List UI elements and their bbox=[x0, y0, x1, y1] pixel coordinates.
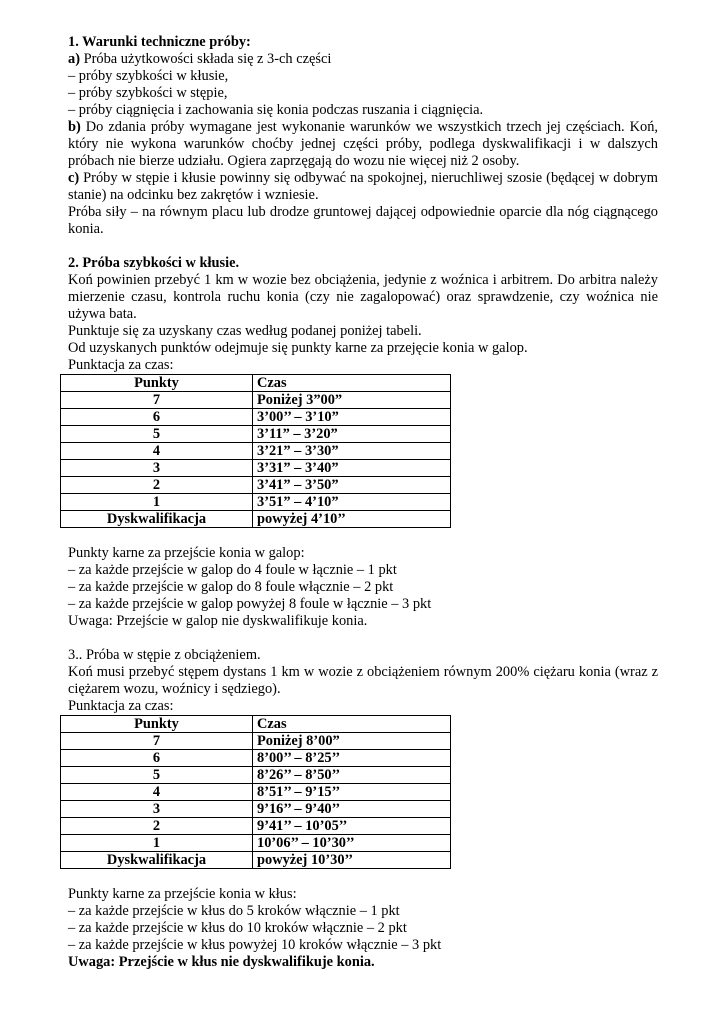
walk-score-table bbox=[60, 715, 451, 869]
note: Uwaga: Przejście w kłus nie dyskwalifikuje konia. bbox=[68, 954, 375, 970]
table-cell: 9’16’’ – 9’40’’ bbox=[253, 801, 451, 818]
section-1-title: 1. Warunki techniczne próby: bbox=[68, 34, 251, 50]
list-item: – za każde przejście w galop do 8 foule włącznie – 2 pkt bbox=[68, 579, 394, 595]
trot-score-table bbox=[60, 374, 451, 528]
table-row bbox=[61, 767, 451, 784]
paragraph-b-text: Do zdania próby wymagane jest wykonanie warunków we wszystkich trzech jej częściach. Koń, który nie wykona warunków choćby jednej części próby, podlega dyskwalifikacji i w dalszych próbach nie bierze udziału. Ogiera zaprzęgają do wozu nie więcej niż 2 osoby. bbox=[68, 119, 658, 169]
paragraph-a-text: Próba użytkowości składa się z 3-ch części bbox=[80, 51, 332, 67]
list-item: – próby ciągnięcia i zachowania się konia podczas ruszania i ciągnięcia. bbox=[68, 102, 484, 118]
table-cell: 3’41” – 3’50” bbox=[253, 477, 451, 494]
table-cell: Poniżej 3”00” bbox=[253, 392, 451, 409]
penalty-title: Punkty karne za przejście konia w kłus: bbox=[68, 886, 297, 902]
section-3-title: 3.. Próba w stępie z obciążeniem. bbox=[68, 647, 261, 663]
table-header-cell: Czas bbox=[253, 716, 451, 733]
table-cell: Dyskwalifikacja bbox=[61, 852, 253, 869]
table-cell: 5 bbox=[61, 767, 253, 784]
document-page bbox=[68, 34, 658, 971]
table-cell: 3’21” – 3’30” bbox=[253, 443, 451, 460]
table-cell: 3’11” – 3’20” bbox=[253, 426, 451, 443]
table-cell: 1 bbox=[61, 494, 253, 511]
table-row bbox=[61, 733, 451, 750]
table-cell: 2 bbox=[61, 477, 253, 494]
table-cell: 3 bbox=[61, 460, 253, 477]
note: Uwaga: Przejście w galop nie dyskwalifikuje konia. bbox=[68, 613, 368, 629]
penalty-title: Punkty karne za przejście konia w galop: bbox=[68, 545, 305, 561]
label-c: c) bbox=[68, 170, 80, 186]
table-cell: 6 bbox=[61, 409, 253, 426]
section-2-title: 2. Próba szybkości w kłusie. bbox=[68, 255, 240, 271]
table-cell: 8’51’’ – 9’15’’ bbox=[253, 784, 451, 801]
table-row bbox=[61, 477, 451, 494]
list-item: – za każde przejście w kłus do 10 kroków włącznie – 2 pkt bbox=[68, 920, 407, 936]
table-cell: 7 bbox=[61, 733, 253, 750]
table-row bbox=[61, 494, 451, 511]
table-cell: 3’51” – 4’10” bbox=[253, 494, 451, 511]
paragraph-c-text: Próby w stępie i kłusie powinny się odbywać na spokojnej, nieruchliwej szosie (będącej w dobrym stanie) na odcinku bez zakrętów i wzniesie. bbox=[68, 170, 658, 203]
list-item: – za każde przejście w galop do 4 foule w łącznie – 1 pkt bbox=[68, 562, 397, 578]
table-row bbox=[61, 443, 451, 460]
table-cell: 6 bbox=[61, 750, 253, 767]
table-cell: 7 bbox=[61, 392, 253, 409]
table-cell: 5 bbox=[61, 426, 253, 443]
paragraph: Koń musi przebyć stępem dystans 1 km w wozie z obciążeniem równym 200% ciężaru konia (wraz z ciężarem wozu, woźnicy i sędziego). bbox=[68, 664, 658, 697]
list-item: – próby szybkości w stępie, bbox=[68, 85, 228, 101]
label-a: a) bbox=[68, 51, 80, 67]
paragraph: Od uzyskanych punktów odejmuje się punkty karne za przejęcie konia w galop. bbox=[68, 340, 528, 356]
table-row bbox=[61, 750, 451, 767]
table-cell: 4 bbox=[61, 443, 253, 460]
paragraph-a bbox=[68, 51, 658, 68]
table-row bbox=[61, 818, 451, 835]
table-cell: Dyskwalifikacja bbox=[61, 511, 253, 528]
table-row bbox=[61, 784, 451, 801]
table-cell: 10’06’’ – 10’30’’ bbox=[253, 835, 451, 852]
table-header-cell: Punkty bbox=[61, 375, 253, 392]
table-cell: 8’26’’ – 8’50’’ bbox=[253, 767, 451, 784]
table-cell: 4 bbox=[61, 784, 253, 801]
table-cell: 3’00’’ – 3’10” bbox=[253, 409, 451, 426]
table-row bbox=[61, 409, 451, 426]
table-row bbox=[61, 426, 451, 443]
table-header-cell: Punkty bbox=[61, 716, 253, 733]
list-item: – próby szybkości w kłusie, bbox=[68, 68, 229, 84]
table-row bbox=[61, 392, 451, 409]
table-cell: 3’31” – 3’40” bbox=[253, 460, 451, 477]
paragraph-c bbox=[68, 170, 658, 204]
table-cell: 9’41’’ – 10’05’’ bbox=[253, 818, 451, 835]
table-header-row bbox=[61, 716, 451, 733]
list-item: – za każde przejście w kłus powyżej 10 kroków włącznie – 3 pkt bbox=[68, 937, 442, 953]
table-cell: 8’00’’ – 8’25’’ bbox=[253, 750, 451, 767]
paragraph-b bbox=[68, 119, 658, 170]
table-row bbox=[61, 460, 451, 477]
table-row bbox=[61, 852, 451, 869]
table-row bbox=[61, 801, 451, 818]
paragraph: Koń powinien przebyć 1 km w wozie bez obciążenia, jedynie z woźnica i arbitrem. Do arbitra należy mierzenie czasu, kontrola ruchu konia (czy nie zagalopować) oraz sprawdzenie, czy woźnica nie używa bata. bbox=[68, 272, 658, 322]
table-cell: 1 bbox=[61, 835, 253, 852]
list-item: – za każde przejście w kłus do 5 kroków włącznie – 1 pkt bbox=[68, 903, 400, 919]
table-cell: 3 bbox=[61, 801, 253, 818]
table-row bbox=[61, 835, 451, 852]
paragraph-sila: Próba siły – na równym placu lub drodze gruntowej dającej odpowiednie oparcie dla nóg ciągnącego konia. bbox=[68, 204, 658, 237]
paragraph: Punktacja za czas: bbox=[68, 357, 174, 373]
table-cell: powyżej 10’30’’ bbox=[253, 852, 451, 869]
paragraph: Punktacja za czas: bbox=[68, 698, 174, 714]
table-cell: 2 bbox=[61, 818, 253, 835]
table-header-row bbox=[61, 375, 451, 392]
table-row bbox=[61, 511, 451, 528]
paragraph: Punktuje się za uzyskany czas według podanej poniżej tabeli. bbox=[68, 323, 422, 339]
table-cell: Poniżej 8’00” bbox=[253, 733, 451, 750]
label-b: b) bbox=[68, 119, 81, 135]
list-item: – za każde przejście w galop powyżej 8 foule w łącznie – 3 pkt bbox=[68, 596, 432, 612]
table-cell: powyżej 4’10’’ bbox=[253, 511, 451, 528]
table-header-cell: Czas bbox=[253, 375, 451, 392]
